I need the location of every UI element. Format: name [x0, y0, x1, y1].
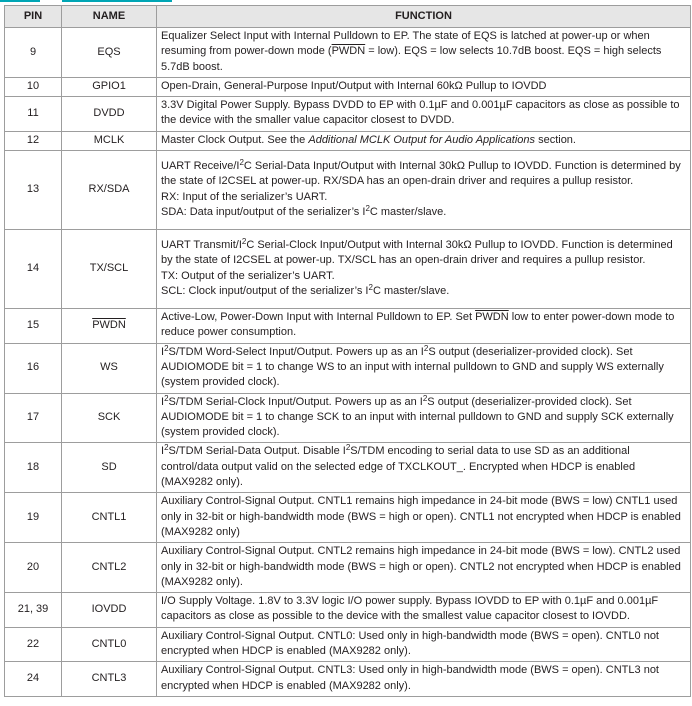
pin-function: [157, 627, 691, 662]
table-row: [5, 97, 691, 132]
active-low-signal: PWDN: [331, 45, 366, 58]
pin-function: [157, 393, 691, 443]
function-text: S output (deserializer-provided clock). Set AUDIOMODE bit = 1 to change WS to an input with internal pulldown to GND and supply WS externally (system provided clock).: [161, 345, 664, 389]
pin-function: [157, 493, 691, 543]
table-row: [5, 662, 691, 697]
pin-function: [157, 662, 691, 697]
function-text: RX: Input of the serializer’s UART.: [161, 190, 328, 203]
superscript-text: 2: [422, 393, 428, 403]
table-row: [5, 627, 691, 662]
function-text: TX: Output of the serializer’s UART.: [161, 269, 335, 282]
pin-name: [62, 28, 157, 78]
superscript-text: 2: [365, 203, 370, 213]
pin-number: 11: [5, 97, 62, 132]
superscript-text: 2: [239, 157, 244, 167]
function-text: I/O Supply Voltage. 1.8V to 3.3V logic I/O power supply. Bypass IOVDD to EP with 0.1µF and 0.001µF capacitors as close as possible to the device with the smallest value capacitor closest to IOVDD.: [161, 595, 659, 623]
pin-number: 14: [5, 230, 62, 309]
pin-name-text: WS: [100, 361, 118, 374]
function-text: UART Receive/I: [161, 159, 240, 172]
function-text: SDA: Data input/output of the serializer’s I: [161, 205, 366, 218]
superscript-text: 2: [164, 343, 169, 353]
function-text: = low). EQS = low selects 10.7dB boost. EQS = high selects 5.7dB boost.: [161, 45, 662, 73]
pin-name-text: IOVDD: [91, 603, 127, 616]
function-text: S/TDM Serial-Data Output. Disable I: [168, 445, 346, 458]
function-text: S/TDM encoding to serial data to use SD as an additional control/data output valid on the selected edge of TXCLKOUT_. Encrypted when HDCP is enabled (MAX9282 only).: [161, 445, 636, 489]
table-row: [5, 77, 691, 96]
pin-name-text: PWDN: [92, 319, 126, 332]
pin-name: [62, 77, 157, 96]
table-body: [5, 28, 691, 697]
pin-name: [62, 662, 157, 697]
table-row: [5, 131, 691, 150]
function-text: Master Clock Output. See the: [161, 133, 309, 146]
superscript-text: 2: [241, 236, 247, 246]
superscript-text: 2: [164, 443, 169, 453]
pin-function: [157, 343, 691, 393]
pin-name: [62, 493, 157, 543]
pin-number: 10: [5, 77, 62, 96]
pin-number: 20: [5, 543, 62, 593]
pin-description-table: [4, 5, 691, 697]
function-text: S/TDM Word-Select Input/Output. Powers up as an I: [168, 345, 424, 358]
name-column-header: NAME: [62, 6, 157, 28]
function-text: C master/slave.: [369, 205, 447, 218]
pin-function: [157, 77, 691, 96]
superscript-text: 2: [368, 282, 373, 292]
pin-number: 16: [5, 343, 62, 393]
pin-function: [157, 151, 691, 230]
pin-number: 15: [5, 309, 62, 344]
function-column-header: FUNCTION: [157, 6, 691, 28]
table-row: [5, 151, 691, 230]
pin-column-header: PIN: [5, 6, 62, 28]
function-text: UART Transmit/I: [161, 238, 242, 251]
pin-number: 9: [5, 28, 62, 78]
function-text: Auxiliary Control-Signal Output. CNTL0: Used only in high-bandwidth mode (BWS = open). CNTL0 not encrypted when HDCP is enabled (MAX9282 only).: [161, 629, 659, 658]
function-text: SCL: Clock input/output of the serializer’s I: [161, 284, 369, 297]
function-text: I: [161, 445, 165, 458]
pin-function: [157, 97, 691, 132]
function-text: I: [161, 395, 165, 408]
function-text: C Serial-Clock Input/Output with Internal 30kΩ Pullup to IOVDD. Function is determined by the state of I2CSEL at power-up. TX/SCL has an open-drain driver and requires a pullup resistor.: [161, 238, 673, 267]
table-row: [5, 230, 691, 309]
function-text: Equalizer Select Input with Internal Pulldown to EP. The state of EQS is latched at power-up or when resuming from power-down mode (: [161, 30, 650, 58]
pin-name-text: GPIO1: [92, 80, 126, 93]
superscript-text: 2: [423, 343, 429, 353]
pin-number: 22: [5, 627, 62, 662]
pin-function: [157, 593, 691, 628]
pin-number: 21, 39: [5, 593, 62, 628]
pin-name-text: RX/SDA: [88, 183, 130, 196]
header-accent-line: [0, 0, 692, 4]
active-low-signal: PWDN: [475, 311, 509, 324]
pin-name-text: EQS: [97, 45, 121, 58]
pin-function: [157, 443, 691, 493]
superscript-text: 2: [345, 443, 351, 453]
pin-number: 13: [5, 151, 62, 230]
pin-name-text: CNTL3: [91, 672, 127, 685]
superscript-text: 2: [164, 393, 169, 403]
table-row: [5, 443, 691, 493]
function-text: 3.3V Digital Power Supply. Bypass DVDD to EP with 0.1µF and 0.001µF capacitors as close as possible to the device with the smaller value capacitor closest to DVDD.: [161, 99, 680, 127]
pin-name: [62, 627, 157, 662]
function-text: Auxiliary Control-Signal Output. CNTL3: Used only in high-bandwidth mode (BWS = open). CNTL3 not encrypted when HDCP is enabled (MAX9282 only).: [161, 664, 659, 692]
pin-name: [62, 443, 157, 493]
pin-name-text: DVDD: [93, 107, 125, 120]
function-text: Auxiliary Control-Signal Output. CNTL2 remains high impedance in 24-bit mode (BWS = low). CNTL2 used only in 32-bit or high-bandwidth mode (BWS = high or open). CNTL2 not encrypted when HDCP is enabled (MAX9282 only).: [161, 545, 681, 588]
pin-name: [62, 131, 157, 150]
function-text: Auxiliary Control-Signal Output. CNTL1 remains high impedance in 24-bit mode (BWS = low) CNTL1 used only in 32-bit or high-bandwidth mode (BWS = high or open). CNTL1 not encrypted when HDCP is enabled (MAX9282 only): [161, 495, 681, 538]
pin-name: [62, 230, 157, 309]
table-row: [5, 493, 691, 543]
pin-number: 17: [5, 393, 62, 443]
function-text: Open-Drain, General-Purpose Input/Output with Internal 60kΩ Pullup to IOVDD: [161, 79, 547, 92]
pin-number: 24: [5, 662, 62, 697]
pin-name-text: CNTL2: [91, 561, 127, 574]
pin-number: 19: [5, 493, 62, 543]
table-row: [5, 343, 691, 393]
function-text: low to enter power-down mode to reduce power consumption.: [161, 311, 675, 339]
pin-name: [62, 593, 157, 628]
pin-name-text: SCK: [97, 411, 121, 424]
function-text: S/TDM Serial-Clock Input/Output. Powers up as an I: [168, 395, 423, 408]
header-row: [5, 6, 691, 28]
pin-function: [157, 309, 691, 344]
table-header: [5, 6, 691, 28]
pin-name: [62, 151, 157, 230]
pin-name: [62, 309, 157, 344]
pin-name: [62, 393, 157, 443]
table-row: [5, 309, 691, 344]
pin-name: [62, 97, 157, 132]
pin-function: [157, 28, 691, 78]
table-row: [5, 28, 691, 78]
pin-name-text: TX/SCL: [89, 262, 129, 275]
pin-function: [157, 543, 691, 593]
function-text: C master/slave.: [372, 284, 450, 297]
pin-number: 12: [5, 131, 62, 150]
pin-name-text: CNTL0: [91, 637, 127, 650]
table-row: [5, 393, 691, 443]
function-text: section.: [535, 133, 576, 146]
function-text: Active-Low, Power-Down Input with Internal Pulldown to EP. Set: [161, 311, 476, 324]
pin-name-text: SD: [101, 461, 117, 474]
pin-function: [157, 230, 691, 309]
table-row: [5, 593, 691, 628]
table-row: [5, 543, 691, 593]
pin-number: 18: [5, 443, 62, 493]
function-text: I: [161, 345, 165, 358]
pin-name-text: CNTL1: [91, 511, 127, 524]
function-text: C Serial-Data Input/Output with Internal 30kΩ Pullup to IOVDD. Function is determined by the state of I2CSEL at power-up. RX/SDA has an open-drain driver and requires a pullup resistor.: [161, 159, 681, 188]
section-reference: Additional MCLK Output for Audio Applications: [308, 133, 536, 146]
function-text: S output (deserializer-provided clock). Set AUDIOMODE bit = 1 to change SCK to an input with internal pulldown to GND and supply SCK externally (system provided clock).: [161, 395, 674, 439]
pin-name: [62, 543, 157, 593]
pin-name-text: MCLK: [93, 134, 125, 147]
pin-function: [157, 131, 691, 150]
pin-name: [62, 343, 157, 393]
